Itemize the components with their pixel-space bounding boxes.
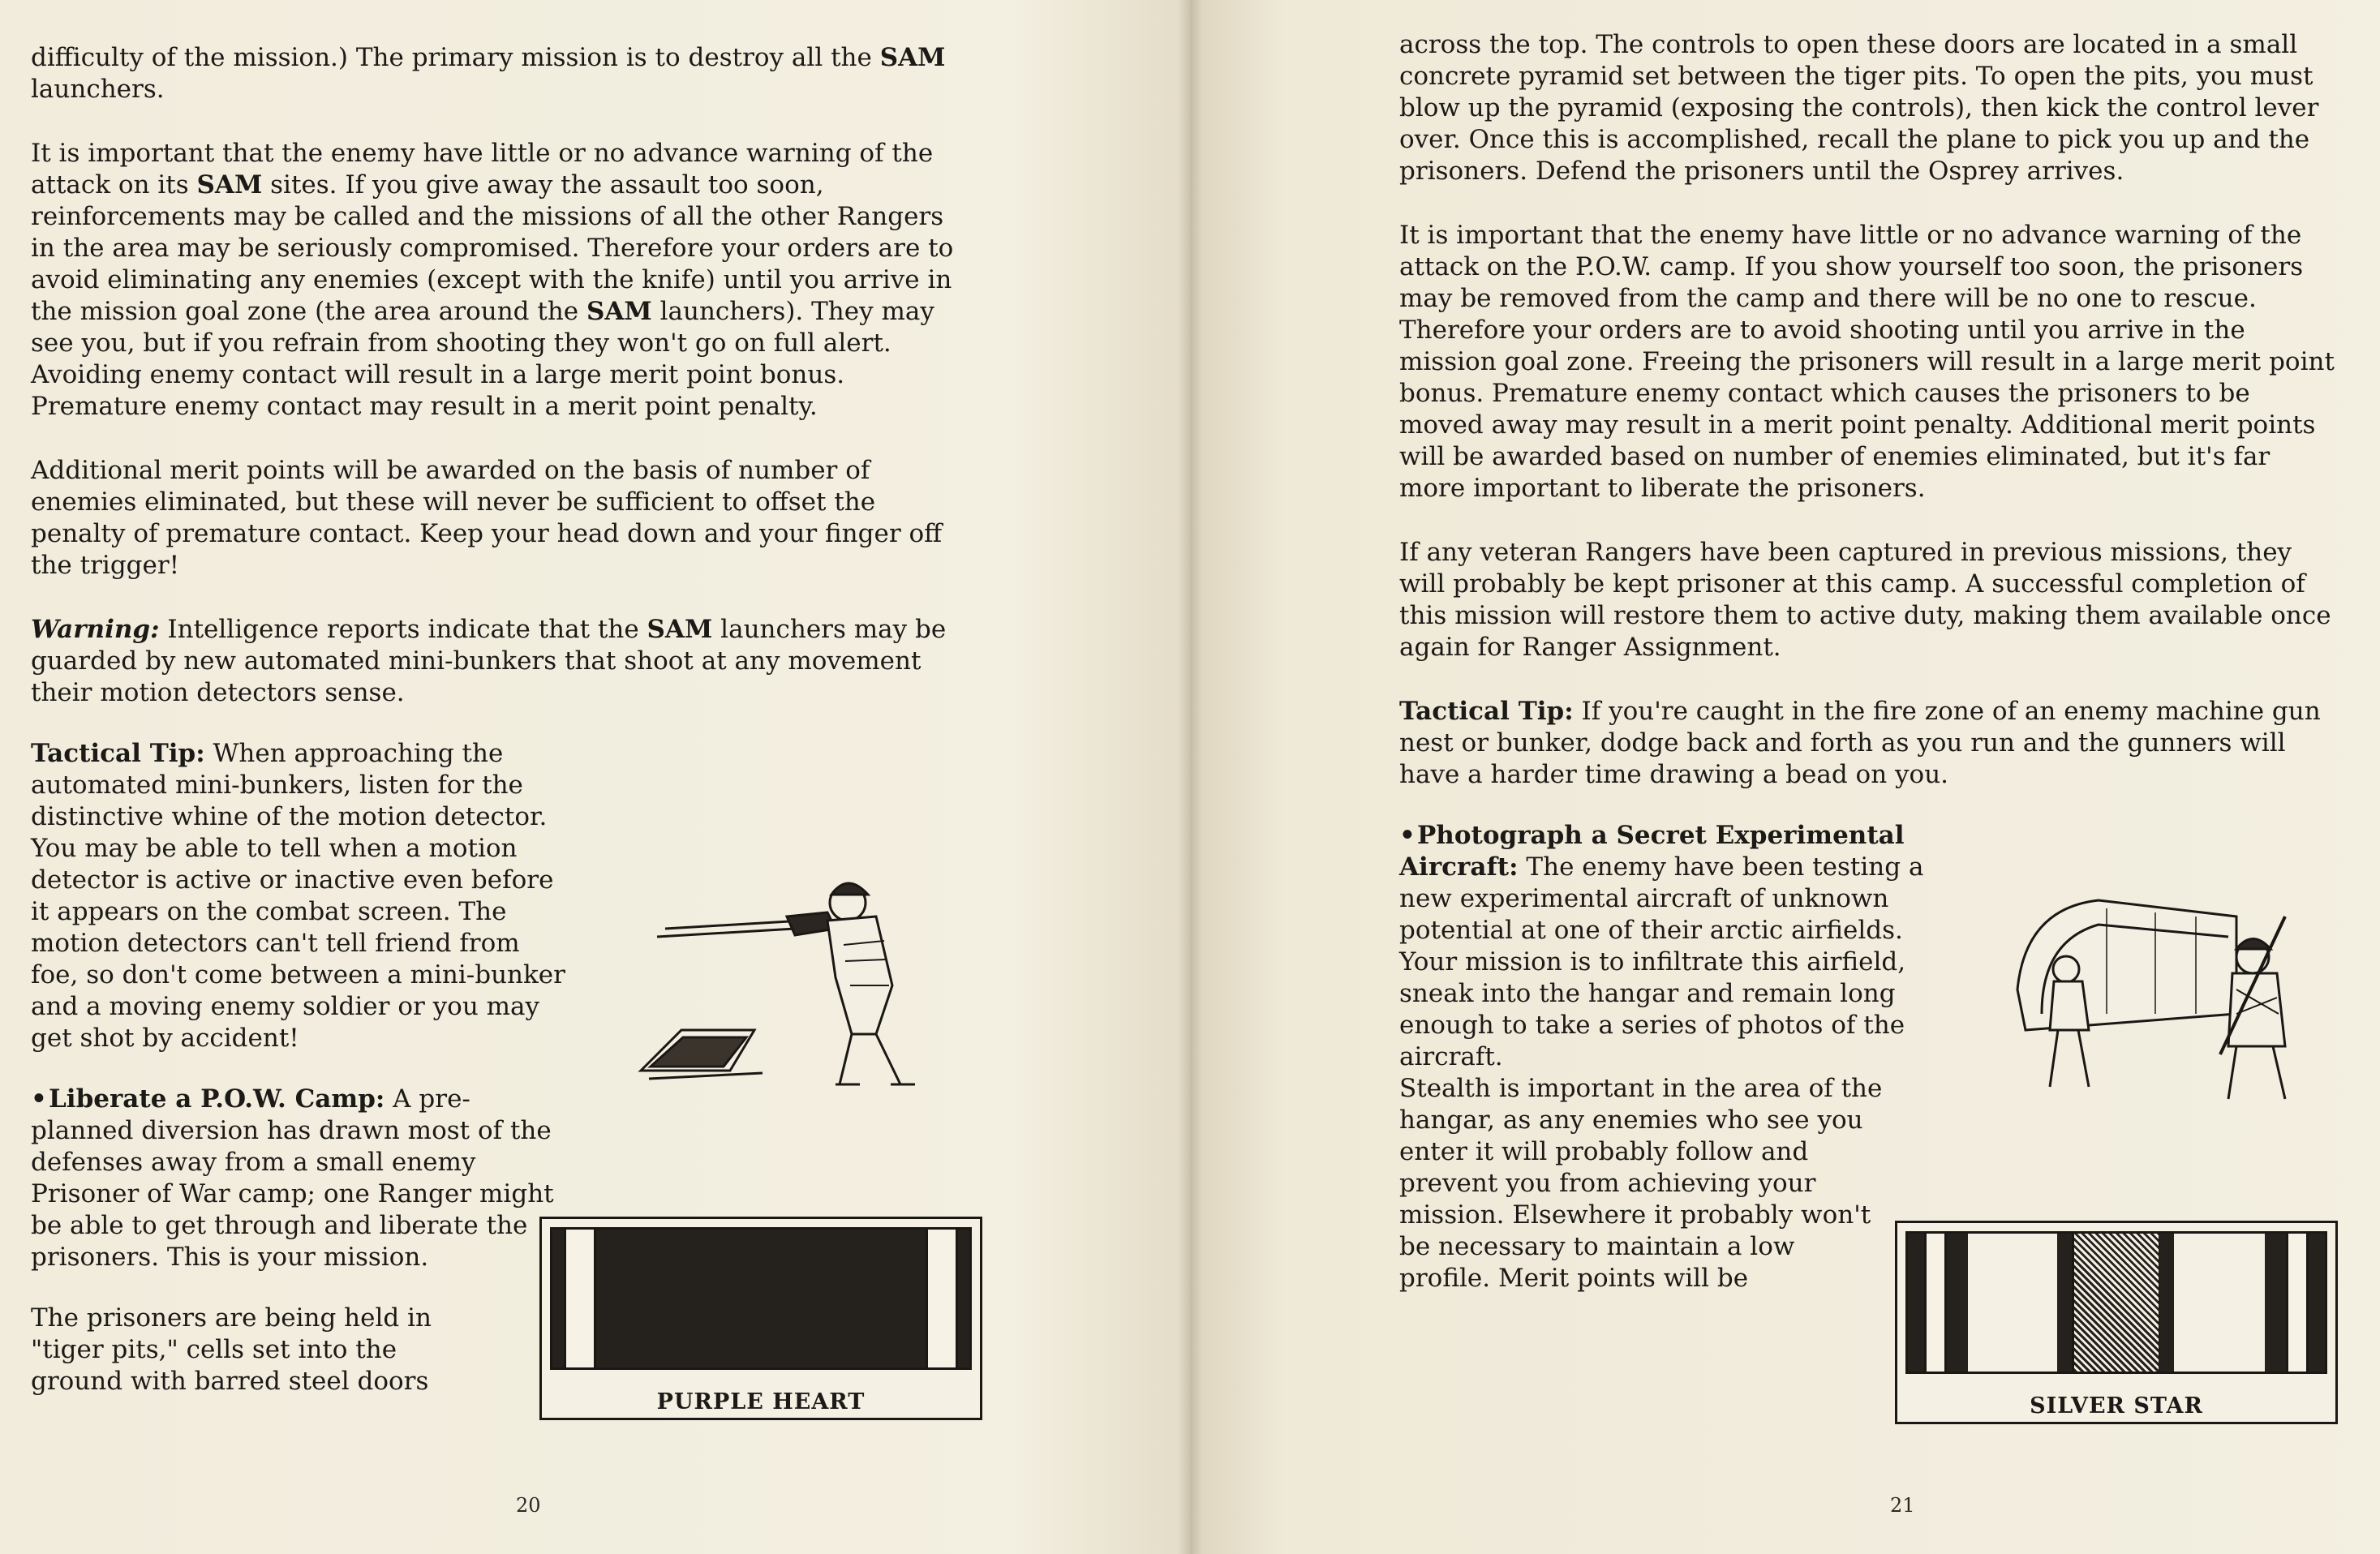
right-paragraph-1: across the top. The controls to open these doors are located in a small concrete pyramid set between the tiger pits. To open the pits, you must blow up the pyramid (exposing the controls), then kick the control lever over. Once this is accomplished, recall the plane to pick you up and the prisoners. Defend the prisoners until the Osprey arrives. (1399, 30, 2319, 186)
right-tactical-tip (1399, 696, 2340, 791)
purple-heart-ribbon (539, 1217, 982, 1420)
left-last-paragraph: The prisoners are being held in "tiger pits," cells set into the ground with barred steel doors (31, 1303, 432, 1396)
right-tip-text: If you're caught in the fire zone of an enemy machine gun nest or bunker, dodge back and forth as you run and the gunners will have a harder time drawing a bead on you. (1399, 697, 2321, 789)
silver-star-ribbon (1895, 1221, 2338, 1424)
pow-camp-text: A pre-planned diversion has drawn most of the defenses away from a small enemy Prisoner of War camp; one Ranger might be able to get through and liberate the prisoners. This is your mission. (31, 1084, 554, 1272)
purple-heart-caption: PURPLE HEART (656, 1389, 866, 1414)
left-paragraph-1: difficulty of the mission.) The primary mission is to destroy all the SAM launchers. (31, 43, 946, 104)
aircraft-text: The enemy have been testing a new experimental aircraft of unknown potential at one of their arctic airfields. Your mission is to infiltrate this airfield, sneak into the hangar and remain long enough to take a series of photos of the aircraft. (1399, 852, 1924, 1071)
pow-camp-heading: Liberate a P.O.W. Camp: (49, 1084, 385, 1114)
ribbon-white-stripe-2 (2286, 1234, 2309, 1372)
aircraft-heading: Photograph a Secret Experimental Aircraft: (1399, 821, 1905, 882)
warning-label: Warning: (31, 615, 160, 644)
book-gutter (1178, 0, 1202, 1554)
warning-block (31, 614, 964, 709)
left-tip-text: When approaching the automated mini-bunkers, listen for the distinctive whine of the motion detector. You may be able to tell when a motion detector is active or inactive even before it appears on the combat screen. The motion detectors can't tell friend from foe, so don't come between a mini-bunker and a moving enemy soldier or you may get shot by accident! (31, 739, 565, 1053)
silver-star-caption: SILVER STAR (2030, 1393, 2203, 1419)
bullet-icon: • (31, 1084, 47, 1114)
left-page-number: 20 (516, 1494, 541, 1517)
right-tip-label: Tactical Tip: (1399, 697, 1574, 726)
rifleman-illustration-icon (633, 872, 925, 1091)
right-paragraph-3: If any veteran Rangers have been captured in previous missions, they will probably be kept prisoner at this camp. A successful completion of this mission will restore them to active duty, making them available once again for Ranger Assignment. (1399, 538, 2331, 662)
right-page-number: 21 (1890, 1494, 1915, 1517)
left-tip-label: Tactical Tip: (31, 739, 205, 768)
ribbon-stripe-left (564, 1230, 596, 1367)
left-tactical-tip (31, 738, 566, 1054)
left-paragraph-2: It is important that the enemy have little or no advance warning of the attack on its SAM sites. If you give away the assault too soon, reinforcements may be called and the missions of all the other Rangers in the area may be seriously compromised. Therefore your orders are to avoid eliminating any enemies (except with the knife) until you arrive in the mission goal zone (the area around the SAM launchers). They may see you, but if you refrain from shooting they won't go on full alert. Avoiding enemy contact will result in a large merit point bonus. Premature enemy contact may result in a merit point penalty. (31, 139, 954, 421)
right-paragraph-2: It is important that the enemy have little or no advance warning of the attack on the P.O.W. camp. If you show yourself too soon, the prisoners may be removed from the camp and there will be no one to rescue. Therefore your orders are to avoid shooting until you arrive in the mission goal zone. Freeing the prisoners will result in a large merit point bonus. Premature enemy contact which causes the prisoners to be moved away may result in a merit point penalty. Additional merit points will be awarded based on number of enemies eliminated, but it's far more important to liberate the prisoners. (1399, 221, 2335, 503)
warning-text: Intelligence reports indicate that the SAM launchers may be guarded by new automated mini-bunkers that shoot at any movement their motion detectors sense. (31, 615, 947, 707)
bullet-icon: • (1399, 821, 1416, 850)
right-text-column (1399, 29, 2340, 1327)
ribbon-white-stripe-1 (1924, 1234, 1947, 1372)
right-page (1190, 0, 2380, 1554)
ribbon-stripe-right (926, 1230, 958, 1367)
left-paragraph-3: Additional merit points will be awarded on the basis of number of enemies eliminated, but these will never be sufficient to offset the penalty of premature contact. Keep your head down and your finger off the trigger! (31, 456, 943, 580)
purple-heart-ribbon-bar (550, 1227, 972, 1370)
pow-camp-bullet (31, 1084, 566, 1273)
aircraft-bullet (1399, 820, 1967, 1073)
right-last-paragraph: Stealth is important in the area of the hangar, as any enemies who see you enter it will probably follow and prevent you from achieving your mission. Elsewhere it probably won't be necessary to maintain a low profile. Merit points will be (1399, 1074, 1883, 1293)
hangar-soldiers-illustration-icon (1993, 892, 2334, 1103)
silver-star-ribbon-bar (1905, 1231, 2327, 1374)
